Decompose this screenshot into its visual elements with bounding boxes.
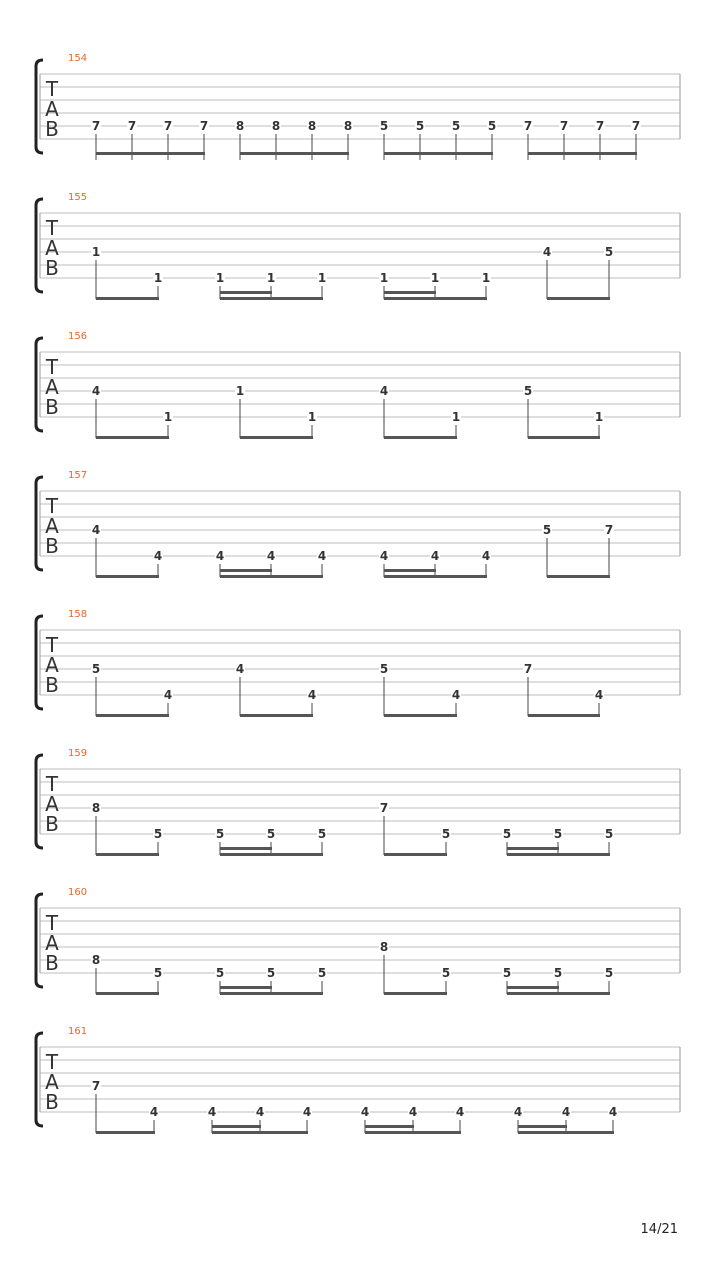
tab-system <box>36 887 680 995</box>
fret-number: 4 <box>307 688 317 702</box>
measure-number: 154 <box>68 53 88 64</box>
fret-number: 4 <box>608 1105 618 1119</box>
fret-number: 8 <box>343 119 353 133</box>
fret-number: 5 <box>523 384 533 398</box>
fret-number: 5 <box>91 662 101 676</box>
beam-primary <box>384 853 447 856</box>
fret-number: 1 <box>594 410 604 424</box>
beam-secondary <box>220 569 272 572</box>
beam-secondary <box>96 152 205 155</box>
fret-number: 4 <box>302 1105 312 1119</box>
fret-number: 7 <box>604 523 614 537</box>
beam-primary <box>96 436 169 439</box>
beam-primary <box>384 714 457 717</box>
fret-number: 4 <box>207 1105 217 1119</box>
fret-number: 8 <box>271 119 281 133</box>
fret-number: 4 <box>379 384 389 398</box>
fret-number: 8 <box>91 801 101 815</box>
fret-number: 4 <box>215 549 225 563</box>
beam-primary <box>96 853 159 856</box>
fret-number: 1 <box>235 384 245 398</box>
fret-number: 1 <box>379 271 389 285</box>
fret-number: 4 <box>379 549 389 563</box>
measure-number: 158 <box>68 609 88 620</box>
measure-number: 156 <box>68 331 88 342</box>
fret-number: 4 <box>594 688 604 702</box>
fret-number: 7 <box>163 119 173 133</box>
fret-number: 5 <box>502 827 512 841</box>
fret-number: 4 <box>513 1105 523 1119</box>
tab-clef-letter: A <box>45 375 59 399</box>
tab-clef-letter: T <box>45 77 59 101</box>
fret-number: 7 <box>379 801 389 815</box>
tab-clef-letter: B <box>45 534 59 558</box>
fret-number: 4 <box>235 662 245 676</box>
fret-number: 5 <box>379 119 389 133</box>
tab-clef-letter: B <box>45 951 59 975</box>
fret-number: 1 <box>215 271 225 285</box>
beam-secondary <box>220 291 272 294</box>
fret-number: 8 <box>307 119 317 133</box>
tab-clef-letter: A <box>45 792 59 816</box>
fret-number: 4 <box>163 688 173 702</box>
beam-primary <box>547 575 610 578</box>
fret-number: 1 <box>481 271 491 285</box>
beam-secondary <box>528 152 637 155</box>
fret-number: 1 <box>307 410 317 424</box>
tab-system <box>36 192 680 300</box>
fret-number: 1 <box>317 271 327 285</box>
beam-primary <box>220 992 323 995</box>
fret-number: 5 <box>441 966 451 980</box>
fret-number: 5 <box>604 245 614 259</box>
fret-number: 4 <box>561 1105 571 1119</box>
beam-primary <box>528 436 600 439</box>
fret-number: 7 <box>595 119 605 133</box>
page-number: 14/21 <box>640 1222 678 1237</box>
fret-number: 7 <box>523 662 533 676</box>
fret-number: 8 <box>91 953 101 967</box>
beam-primary <box>220 297 323 300</box>
beam-primary <box>547 297 610 300</box>
fret-number: 5 <box>415 119 425 133</box>
tab-clef-letter: B <box>45 1090 59 1114</box>
tab-clef-letter: A <box>45 1070 59 1094</box>
tab-clef-letter: T <box>45 1050 59 1074</box>
fret-number: 5 <box>153 827 163 841</box>
tab-clef-letter: A <box>45 653 59 677</box>
fret-number: 4 <box>91 384 101 398</box>
measure-number: 155 <box>68 192 88 203</box>
tab-clef-letter: T <box>45 911 59 935</box>
fret-number: 5 <box>542 523 552 537</box>
fret-number: 5 <box>379 662 389 676</box>
fret-number: 1 <box>163 410 173 424</box>
fret-number: 4 <box>91 523 101 537</box>
fret-number: 5 <box>215 966 225 980</box>
tab-clef-letter: T <box>45 494 59 518</box>
fret-number: 4 <box>542 245 552 259</box>
beam-secondary <box>212 1125 261 1128</box>
beam-primary <box>220 853 323 856</box>
beam-primary <box>518 1131 614 1134</box>
fret-number: 1 <box>451 410 461 424</box>
fret-number: 5 <box>266 827 276 841</box>
tab-system <box>36 53 680 160</box>
tab-system <box>36 1026 680 1134</box>
beam-primary <box>384 992 447 995</box>
beam-primary <box>96 575 159 578</box>
tab-clef-letter: B <box>45 812 59 836</box>
beam-secondary <box>518 1125 567 1128</box>
beam-primary <box>240 714 313 717</box>
fret-number: 5 <box>451 119 461 133</box>
beam-secondary <box>240 152 349 155</box>
fret-number: 4 <box>153 549 163 563</box>
fret-number: 1 <box>153 271 163 285</box>
beam-primary <box>96 992 159 995</box>
fret-number: 5 <box>215 827 225 841</box>
fret-number: 5 <box>553 966 563 980</box>
beam-primary <box>212 1131 308 1134</box>
tab-system <box>36 331 680 439</box>
tab-clef-letter: B <box>45 673 59 697</box>
fret-number: 4 <box>255 1105 265 1119</box>
measure-number: 159 <box>68 748 88 759</box>
beam-secondary <box>384 291 436 294</box>
fret-number: 5 <box>153 966 163 980</box>
beam-primary <box>384 297 487 300</box>
fret-number: 1 <box>430 271 440 285</box>
fret-number: 5 <box>317 827 327 841</box>
fret-number: 7 <box>91 119 101 133</box>
tab-system <box>36 748 680 856</box>
fret-number: 1 <box>266 271 276 285</box>
fret-number: 4 <box>408 1105 418 1119</box>
tab-system <box>36 609 680 717</box>
fret-number: 4 <box>451 688 461 702</box>
measure-number: 160 <box>68 887 88 898</box>
tab-clef-letter: B <box>45 256 59 280</box>
beam-secondary <box>507 986 559 989</box>
fret-number: 4 <box>266 549 276 563</box>
fret-number: 4 <box>360 1105 370 1119</box>
beam-primary <box>96 714 169 717</box>
tab-clef-letter: A <box>45 236 59 260</box>
fret-number: 8 <box>379 940 389 954</box>
tab-clef-letter: A <box>45 931 59 955</box>
tab-clef-letter: A <box>45 97 59 121</box>
tab-clef-letter: T <box>45 355 59 379</box>
beam-secondary <box>220 847 272 850</box>
beam-primary <box>384 575 487 578</box>
tab-clef-letter: T <box>45 633 59 657</box>
fret-number: 7 <box>523 119 533 133</box>
fret-number: 4 <box>430 549 440 563</box>
fret-number: 5 <box>502 966 512 980</box>
fret-number: 1 <box>91 245 101 259</box>
fret-number: 5 <box>317 966 327 980</box>
beam-primary <box>507 992 610 995</box>
fret-number: 4 <box>149 1105 159 1119</box>
beam-primary <box>384 436 457 439</box>
tab-clef-letter: B <box>45 395 59 419</box>
tab-clef-letter: A <box>45 514 59 538</box>
beam-primary <box>96 1131 155 1134</box>
beam-primary <box>528 714 600 717</box>
beam-primary <box>507 853 610 856</box>
fret-number: 5 <box>487 119 497 133</box>
tab-clef-letter: T <box>45 216 59 240</box>
fret-number: 5 <box>553 827 563 841</box>
fret-number: 7 <box>199 119 209 133</box>
beam-primary <box>220 575 323 578</box>
measure-number: 161 <box>68 1026 88 1037</box>
beam-secondary <box>507 847 559 850</box>
fret-number: 5 <box>441 827 451 841</box>
fret-number: 7 <box>91 1079 101 1093</box>
fret-number: 5 <box>266 966 276 980</box>
tab-clef-letter: B <box>45 117 59 141</box>
beam-secondary <box>365 1125 414 1128</box>
fret-number: 8 <box>235 119 245 133</box>
fret-number: 4 <box>317 549 327 563</box>
fret-number: 4 <box>481 549 491 563</box>
fret-number: 5 <box>604 966 614 980</box>
beam-primary <box>96 297 159 300</box>
beam-secondary <box>384 569 436 572</box>
fret-number: 5 <box>604 827 614 841</box>
fret-number: 4 <box>455 1105 465 1119</box>
fret-number: 7 <box>127 119 137 133</box>
beam-primary <box>365 1131 461 1134</box>
beam-secondary <box>384 152 493 155</box>
tab-system <box>36 470 680 578</box>
fret-number: 7 <box>631 119 641 133</box>
beam-primary <box>240 436 313 439</box>
tab-clef-letter: T <box>45 772 59 796</box>
measure-number: 157 <box>68 470 88 481</box>
fret-number: 7 <box>559 119 569 133</box>
beam-secondary <box>220 986 272 989</box>
